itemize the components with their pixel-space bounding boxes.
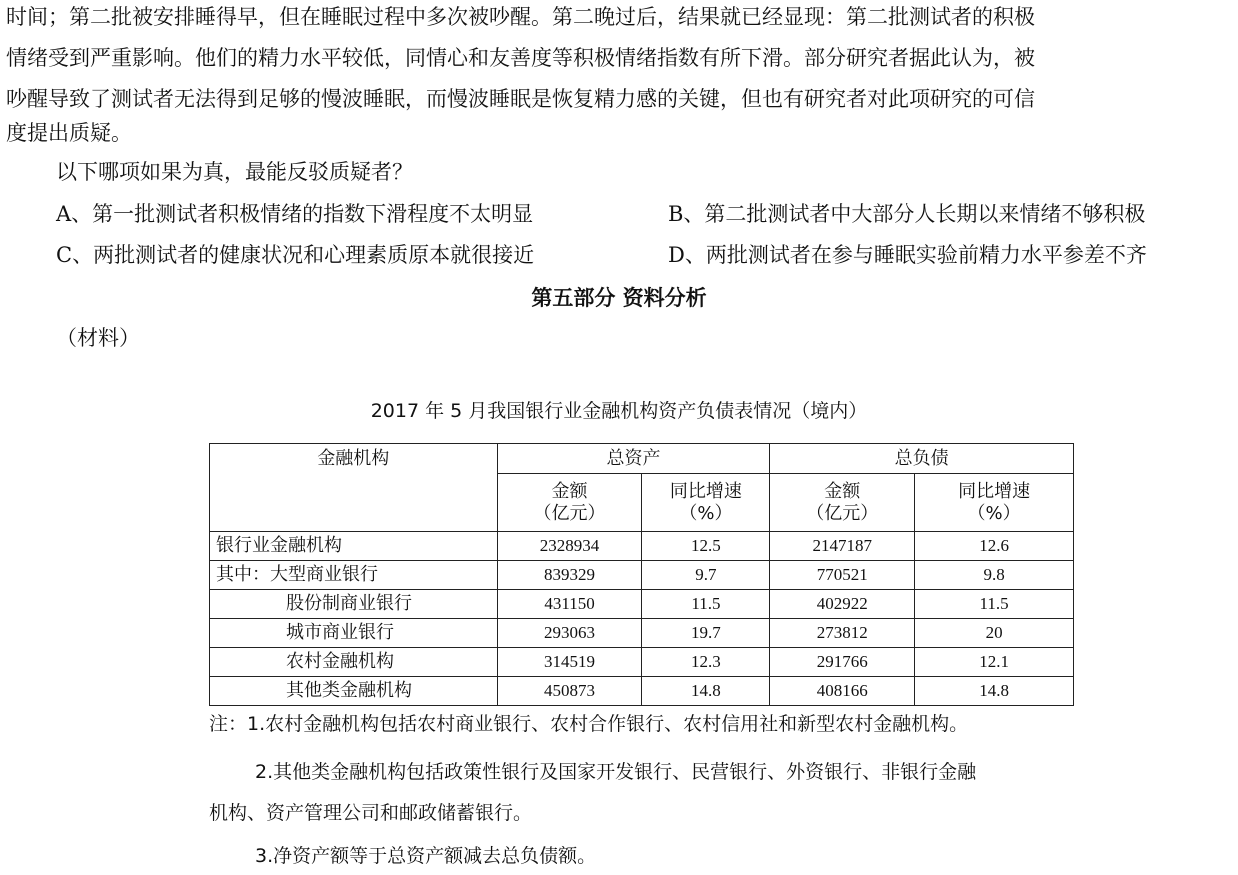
cell-assets-growth: 12.5	[642, 532, 770, 561]
header-assets-amount: 金额 （亿元）	[497, 474, 642, 532]
table-row	[210, 561, 1074, 590]
cell-assets-growth: 14.8	[642, 677, 770, 706]
table-row	[210, 648, 1074, 677]
passage-line-3: 吵醒导致了测试者无法得到足够的慢波睡眠，而慢波睡眠是恢复精力感的关键，但也有研究者对此项研究的可信	[6, 87, 1035, 111]
header-institution: 金融机构	[210, 444, 498, 532]
row-name: 股份制商业银行	[210, 590, 498, 619]
cell-assets-growth: 11.5	[642, 590, 770, 619]
table-title: 2017 年 5 月我国银行业金融机构资产负债表情况（境内）	[370, 400, 868, 422]
passage-line-4: 度提出质疑。	[6, 121, 132, 145]
cell-assets: 2328934	[497, 532, 642, 561]
header-total-assets: 总资产	[497, 444, 770, 474]
table-row	[210, 532, 1074, 561]
table-row	[210, 677, 1074, 706]
data-table	[209, 443, 1074, 706]
cell-liab-growth: 12.6	[915, 532, 1074, 561]
note-2: 2.其他类金融机构包括政策性银行及国家开发银行、民营银行、外资银行、非银行金融	[255, 761, 977, 783]
section-title: 第五部分 资料分析	[531, 285, 707, 310]
header-total-liabilities: 总负债	[770, 444, 1074, 474]
row-name: 银行业金融机构	[210, 532, 498, 561]
cell-liab: 273812	[770, 619, 915, 648]
question-stem: 以下哪项如果为真，最能反驳质疑者？	[56, 160, 413, 184]
table-row	[210, 619, 1074, 648]
cell-assets: 293063	[497, 619, 642, 648]
cell-liab-growth: 14.8	[915, 677, 1074, 706]
cell-liab: 402922	[770, 590, 915, 619]
option-c[interactable]: C、两批测试者的健康状况和心理素质原本就很接近	[56, 243, 535, 267]
table-row	[210, 590, 1074, 619]
cell-liab: 408166	[770, 677, 915, 706]
note-2-continued: 机构、资产管理公司和邮政储蓄银行。	[209, 802, 533, 824]
row-name: 其他类金融机构	[210, 677, 498, 706]
note-3: 3.净资产额等于总资产额减去总负债额。	[255, 845, 597, 867]
cell-assets: 839329	[497, 561, 642, 590]
passage-line-2: 情绪受到严重影响。他们的精力水平较低，同情心和友善度等积极情绪指数有所下滑。部分研究者据此认为，被	[6, 46, 1035, 70]
option-d[interactable]: D、两批测试者在参与睡眠实验前精力水平参差不齐	[668, 243, 1147, 267]
cell-liab-growth: 11.5	[915, 590, 1074, 619]
cell-liab: 2147187	[770, 532, 915, 561]
header-liab-amount: 金额 （亿元）	[770, 474, 915, 532]
option-b[interactable]: B、第二批测试者中大部分人长期以来情绪不够积极	[668, 202, 1146, 226]
cell-assets-growth: 9.7	[642, 561, 770, 590]
cell-liab-growth: 12.1	[915, 648, 1074, 677]
cell-assets: 314519	[497, 648, 642, 677]
passage-line-1: 时间；第二批被安排睡得早，但在睡眠过程中多次被吵醒。第二晚过后，结果就已经显现：第二批测试者的积极	[6, 5, 1035, 29]
table-header-row-1	[210, 444, 1074, 474]
cell-liab-growth: 9.8	[915, 561, 1074, 590]
option-a[interactable]: A、第一批测试者积极情绪的指数下滑程度不太明显	[56, 202, 534, 226]
cell-assets: 450873	[497, 677, 642, 706]
material-label: （材料）	[56, 326, 140, 350]
cell-assets-growth: 12.3	[642, 648, 770, 677]
cell-assets: 431150	[497, 590, 642, 619]
row-name: 农村金融机构	[210, 648, 498, 677]
cell-liab-growth: 20	[915, 619, 1074, 648]
header-liab-growth: 同比增速 （%）	[915, 474, 1074, 532]
row-name: 其中：大型商业银行	[210, 561, 498, 590]
cell-liab: 291766	[770, 648, 915, 677]
cell-liab: 770521	[770, 561, 915, 590]
cell-assets-growth: 19.7	[642, 619, 770, 648]
row-name: 城市商业银行	[210, 619, 498, 648]
note-1: 注：1.农村金融机构包括农村商业银行、农村合作银行、农村信用社和新型农村金融机构。	[209, 713, 969, 735]
header-assets-growth: 同比增速 （%）	[642, 474, 770, 532]
